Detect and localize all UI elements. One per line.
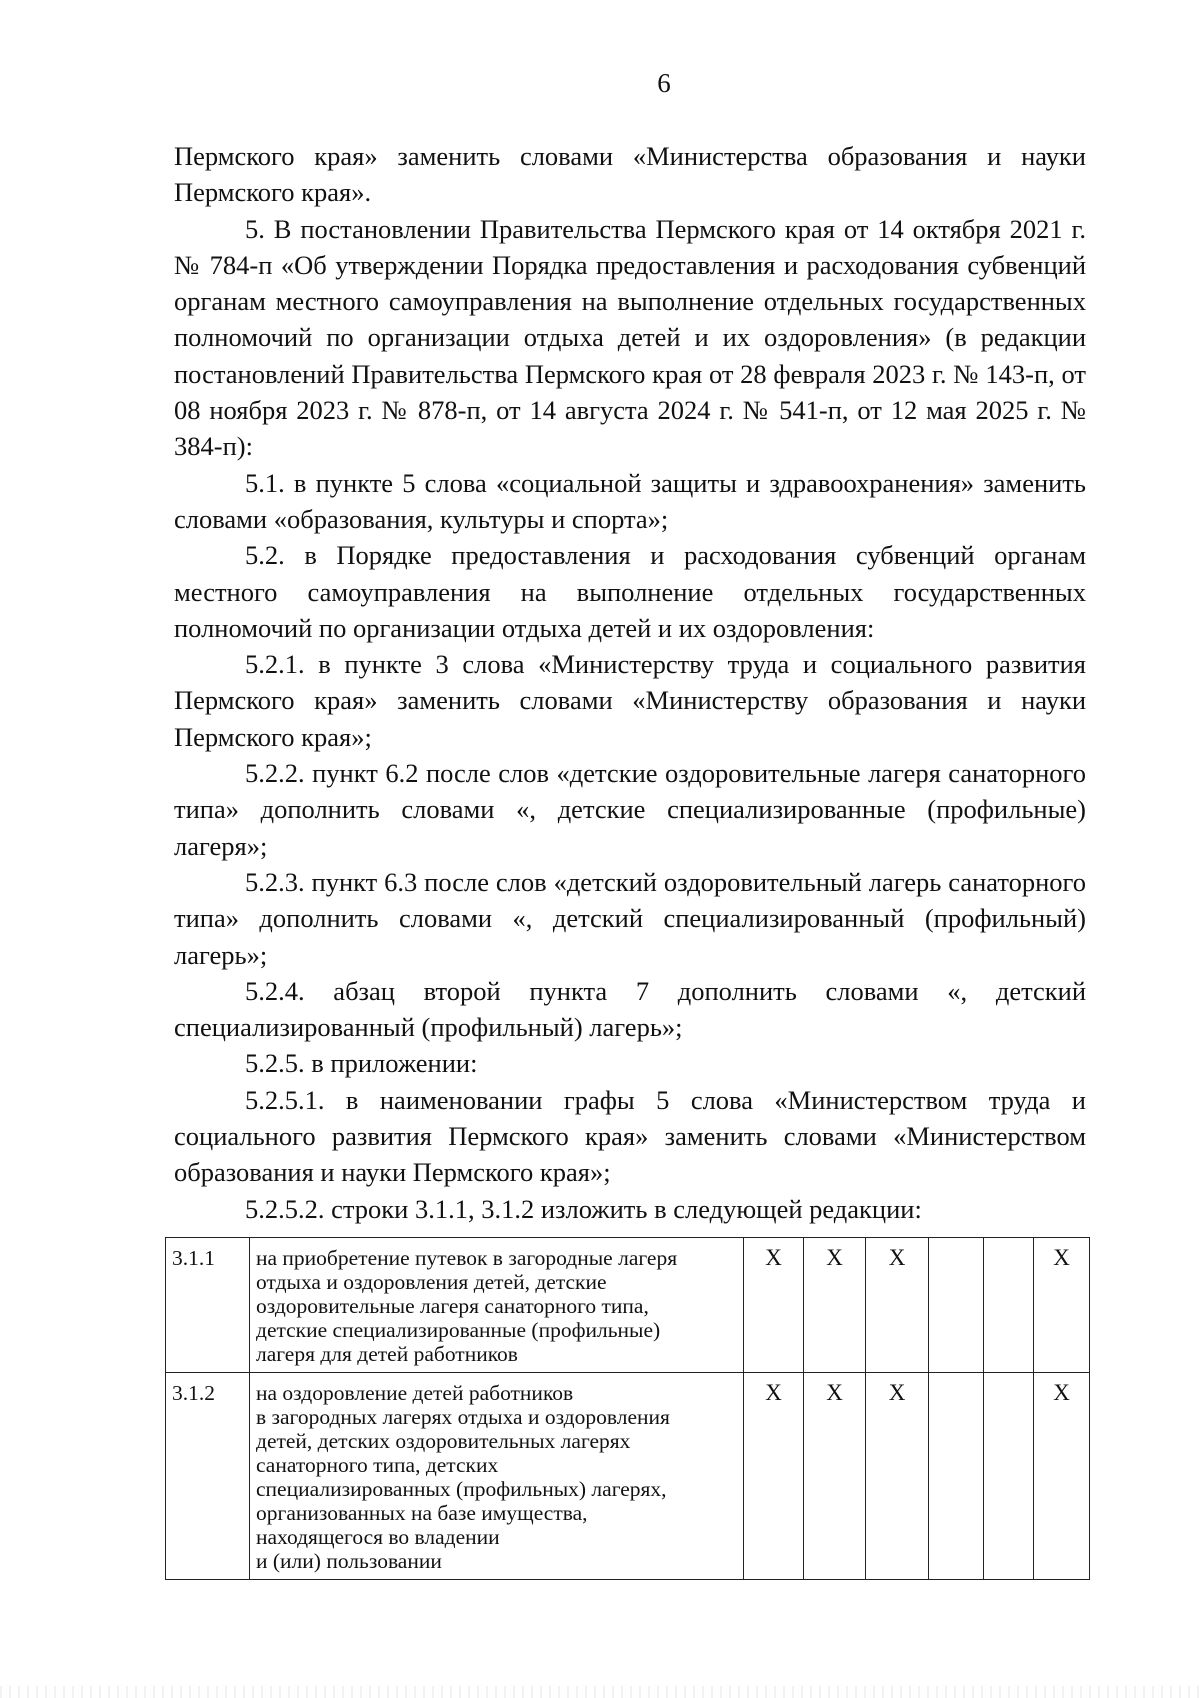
table-row xyxy=(166,1238,1090,1373)
row-description xyxy=(250,1238,744,1373)
table-cell: X xyxy=(744,1238,804,1373)
paragraph-item-5-2-4: 5.2.4. абзац второй пункта 7 дополнить словами «, детский специализированный (профильный) лагерь»; xyxy=(174,975,1086,1043)
table-cell xyxy=(929,1373,984,1580)
paragraph-item-5: 5. В постановлении Правительства Пермского края от 14 октября 2021 г. № 784-п «Об утверждении Порядка предоставления и расходования субвенций органам местного самоуправления на выполнение отдельных государственных полномочий по организации отдыха детей и их оздоровления» (в редакции постановлений Правительства Пермского края от 28 февраля 2023 г. № 143-п, от 08 ноября 2023 г. № 878-п, от 14 августа 2024 г. № 541-п, от 12 мая 2025 г. № 384-п): xyxy=(174,213,1086,462)
description-line: санаторного типа, детских xyxy=(256,1453,499,1477)
paragraph-item-5-2: 5.2. в Порядке предоставления и расходования субвенций органам местного самоуправления на выполнение отдельных государственных полномочий по организации отдыха детей и их оздоровления: xyxy=(174,540,1086,643)
description-line: и (или) пользовании xyxy=(256,1549,442,1573)
description-line: детские специализированные (профильные) xyxy=(256,1318,661,1342)
table-cell: X xyxy=(804,1238,866,1373)
row-code: 3.1.2 xyxy=(166,1373,250,1580)
table-cell: X xyxy=(866,1373,929,1580)
row-code: 3.1.1 xyxy=(166,1238,250,1373)
document-body xyxy=(174,138,1086,1227)
table-cell: X xyxy=(1034,1238,1090,1373)
table-cell: X xyxy=(804,1373,866,1580)
table-cell: X xyxy=(744,1373,804,1580)
paragraph-item-5-2-1: 5.2.1. в пункте 3 слова «Министерству труда и социального развития Пермского края» заменить словами «Министерству образования и науки Пермского края»; xyxy=(174,649,1086,752)
paragraph-item-5-2-3: 5.2.3. пункт 6.3 после слов «детский оздоровительный лагерь санаторного типа» дополнить словами «, детский специализированный (профильный) лагерь»; xyxy=(174,866,1086,970)
paragraph-item-5-2-5-2: 5.2.5.2. строки 3.1.1, 3.1.2 изложить в следующей редакции: xyxy=(245,1193,922,1224)
scan-edge-artifact xyxy=(0,1686,1200,1698)
paragraph-item-5-2-2: 5.2.2. пункт 6.2 после слов «детские оздоровительные лагеря санаторного типа» дополнить словами «, детские специализированные (профильные) лагеря»; xyxy=(174,758,1086,861)
description-line: в загородных лагерях отдыха и оздоровления xyxy=(256,1405,670,1429)
description-line: специализированных (профильных) лагерях, xyxy=(256,1477,667,1501)
table-cell xyxy=(984,1373,1034,1580)
description-line: отдыха и оздоровления детей, детские xyxy=(256,1270,607,1294)
description-line: на оздоровление детей работников xyxy=(256,1381,574,1405)
table-cell xyxy=(984,1238,1034,1373)
row-description xyxy=(250,1373,744,1580)
description-line: на приобретение путевок в загородные лагеря xyxy=(256,1246,678,1270)
table-row xyxy=(166,1373,1090,1580)
table-cell: X xyxy=(1034,1373,1090,1580)
table-cell: X xyxy=(866,1238,929,1373)
paragraph-item-5-1: 5.1. в пункте 5 слова «социальной защиты и здравоохранения» заменить словами «образования, культуры и спорта»; xyxy=(174,467,1086,534)
paragraph-item-5-2-5: 5.2.5. в приложении: xyxy=(245,1048,478,1079)
amendment-table xyxy=(165,1237,1090,1580)
paragraph-item-5-2-5-1: 5.2.5.1. в наименовании графы 5 слова «Министерством труда и социального развития Пермского края» заменить словами «Министерством образования и науки Пермского края»; xyxy=(174,1084,1086,1188)
description-line: находящегося во владении xyxy=(256,1525,500,1549)
amendment-table-container xyxy=(165,1237,1089,1580)
description-line: лагеря для детей работников xyxy=(256,1342,518,1366)
paragraph: Пермского края» заменить словами «Министерства образования и науки Пермского края». xyxy=(174,141,1086,208)
description-line: детей, детских оздоровительных лагерях xyxy=(256,1429,631,1453)
description-line: организованных на базе имущества, xyxy=(256,1501,588,1525)
table-cell xyxy=(929,1238,984,1373)
description-line: оздоровительные лагеря санаторного типа, xyxy=(256,1294,649,1318)
page-number: 6 xyxy=(657,68,671,98)
